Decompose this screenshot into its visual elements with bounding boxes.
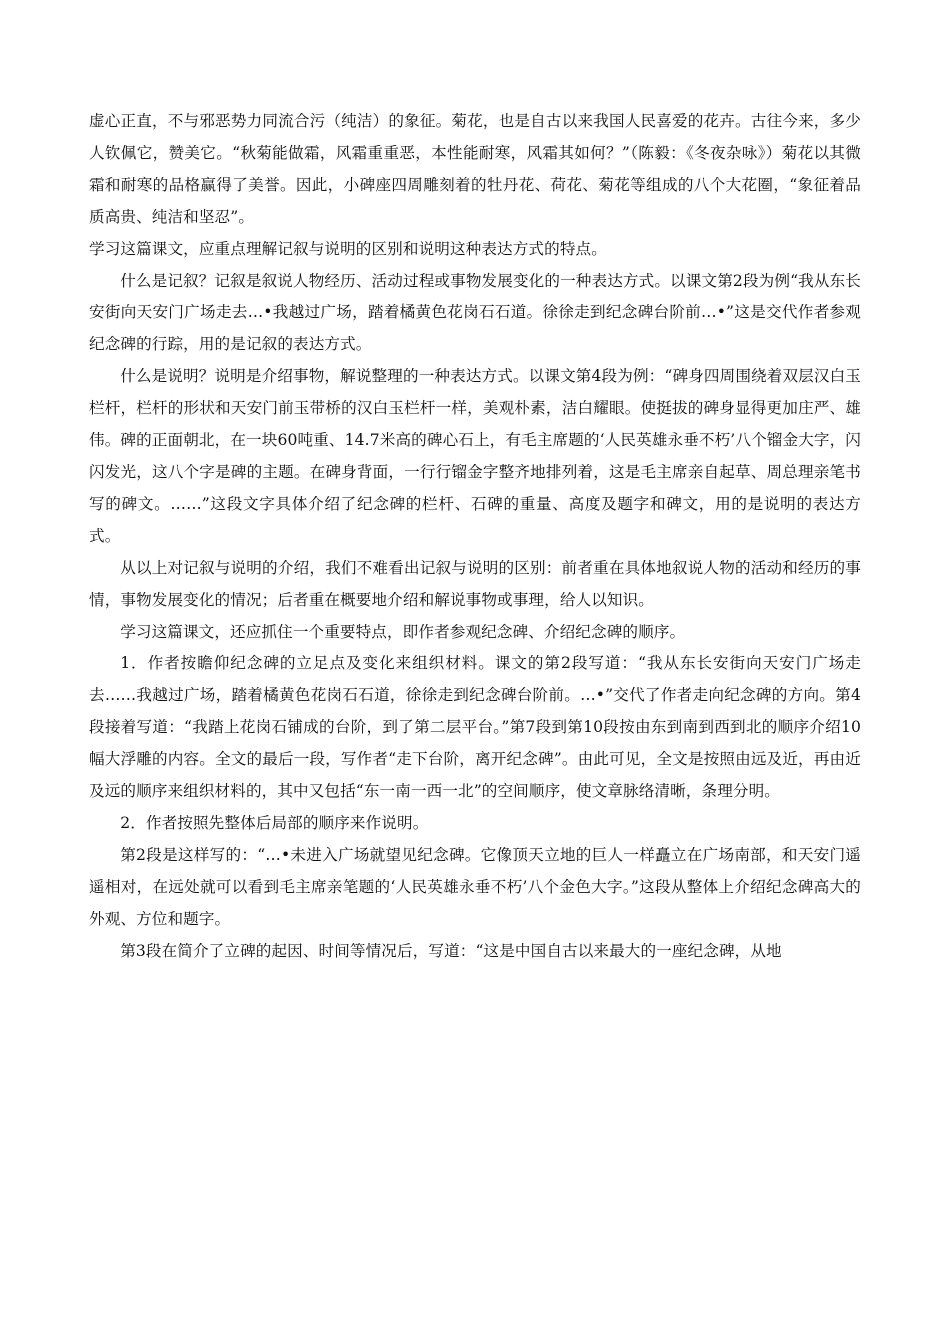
paragraph-exposition-definition: 什么是说明？说明是介绍事物，解说整理的一种表达方式。以课文第4段为例：“碑身四周围绕着双层汉白玉栏杆，栏杆的形状和天安门前玉带桥的汉白玉栏杆一样，美观朴素，洁白耀眼。使挺拔的碑身显得更加庄严、雄伟。碑的正面朝北，在一块60吨重、14.7米高的碑心石上，有毛主席题的‘人民英雄永垂不朽’八个镏金大字，闪闪发光，这八个字是碑的主题。在碑身背面，一行行镏金字整齐地排列着，这是毛主席亲自起草、周总理亲笔书写的碑文。……”这段文字具体介绍了纪念碑的栏杆、石碑的重量、高度及题字和碑文，用的是说明的表达方式。 — [89, 367, 861, 545]
paragraph-study-focus: 学习这篇课文，应重点理解记叙与说明的区别和说明这种表达方式的特点。 — [89, 239, 607, 258]
paragraph-chrysanthemum-symbolism: 虚心正直，不与邪恶势力同流合污（纯洁）的象征。菊花，也是自古以来我国人民喜爱的花卉。古往今来，多少人钦佩它，赞美它。“秋菊能做霜，风霜重重恶，本性能耐寒，风霜其如何？”（陈毅：《冬夜杂咏》）菊花以其微霜和耐寒的品格赢得了美誉。因此，小碑座四周雕刻着的牡丹花、荷花、菊花等组成的八个大花圈，“象征着品质高贵、纯洁和坚忍”。 — [89, 112, 861, 226]
paragraph-section-three-intro: 第3段在简介了立碑的起因、时间等情况后，写道：“这是中国自古以来最大的一座纪念碑，从地 — [120, 941, 782, 960]
paragraph-point-one: 1．作者按瞻仰纪念碑的立足点及变化来组织材料。课文的第2段写道：“我从东长安街向天安门广场走去……我越过广场，踏着橘黄色花岗石石道，徐徐走到纪念碑台阶前。…•”交代了作者走向纪念碑的方向。第4段接着写道：“我踏上花岗石铺成的台阶，到了第二层平台。”第7段到第10段按由东到南到西到北的顺序介绍10幅大浮雕的内容。全文的最后一段，写作者“走下台阶，离开纪念碑”。由此可见，全文是按照由远及近，再由近及远的顺序来组织材料的，其中又包括“东一南一西一北”的空间顺序，使文章脉络清晰，条理分明。 — [89, 654, 861, 801]
document-body — [89, 106, 861, 967]
paragraph-difference-summary: 从以上对记叙与说明的介绍，我们不难看出记叙与说明的区别：前者重在具体地叙说人物的活动和经历的事情，事物发展变化的情况；后者重在概要地介绍和解说事物或事理，给人以知识。 — [89, 558, 861, 609]
paragraph-order-feature: 学习这篇课文，还应抓住一个重要特点，即作者参观纪念碑、介绍纪念碑的顺序。 — [120, 622, 686, 641]
paragraph-narration-definition: 什么是记叙？记叙是叙说人物经历、活动过程或事物发展变化的一种表达方式。以课文第2段为例“我从东长安街向天安门广场走去…•我越过广场，踏着橘黄色花岗石石道。徐徐走到纪念碑台阶前…•”这是交代作者参观纪念碑的行踪，用的是记叙的表达方式。 — [89, 271, 861, 354]
paragraph-section-two-quote: 第2段是这样写的：“…•未进入广场就望见纪念碑。它像顶天立地的巨人一样矗立在广场南部，和天安门遥遥相对，在远处就可以看到毛主席亲笔题的‘人民英雄永垂不朽’八个金色大字。”这段从整体上介绍纪念碑高大的外观、方位和题字。 — [89, 845, 861, 928]
paragraph-point-two: 2．作者按照先整体后局部的顺序来作说明。 — [120, 813, 429, 832]
